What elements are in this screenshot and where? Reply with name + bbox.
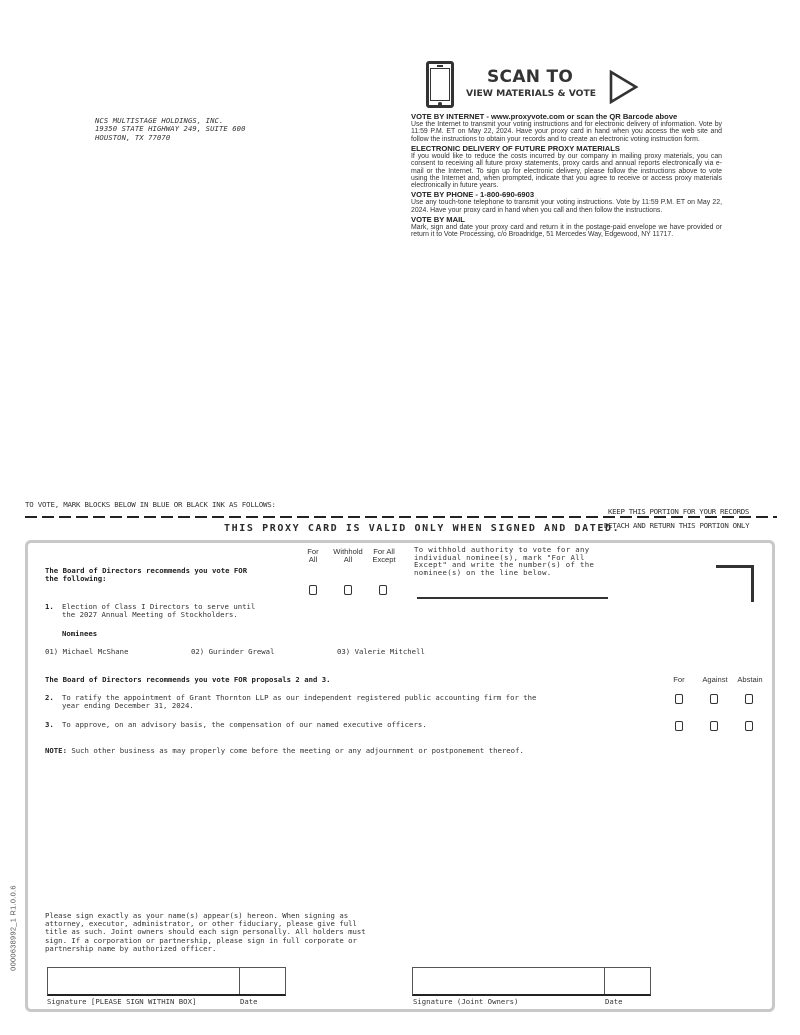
nominee-3: 03) Valerie Mitchell bbox=[337, 647, 425, 656]
registration-corner-mark bbox=[716, 565, 754, 602]
nominees-label: Nominees bbox=[62, 629, 98, 638]
checkbox-proposal-3-for[interactable] bbox=[675, 721, 683, 731]
proposal-3-text: To approve, on an advisory basis, the compensation of our named executive officers. bbox=[62, 720, 427, 729]
electronic-delivery-heading: ELECTRONIC DELIVERY OF FUTURE PROXY MATERIALS bbox=[411, 143, 620, 153]
detach-dashed-line bbox=[25, 516, 777, 518]
checkbox-proposal-2-against[interactable] bbox=[710, 694, 718, 704]
withhold-instructions: To withhold authority to vote for any individual nominee(s), mark "For All Except" and write the number(s) of the nominee(s) on the line below. bbox=[414, 545, 595, 577]
signature-box-joint[interactable] bbox=[412, 967, 651, 996]
directors-recommendation: The Board of Directors recommends you vote FOR bbox=[45, 566, 248, 575]
col-header-abstain: Abstain bbox=[737, 675, 763, 684]
internet-vote-text: Use the Internet to transmit your voting instructions and for electronic delivery of information. Vote by 11:59 P.M. ET on May 22, 2024. Have your proxy card in hand when you access the web site and follow the instructions to obtain your records and to create an electronic voting instruction form. bbox=[411, 121, 722, 143]
proposal-2-text: To ratify the appointment of Grant Thornton LLP as our independent registered public accounting firm for the year ending December 31, 2024. bbox=[62, 693, 537, 710]
mailing-address bbox=[95, 117, 246, 142]
nominee-exception-line[interactable] bbox=[417, 597, 608, 599]
proposal-3-number: 3. bbox=[45, 720, 54, 729]
checkbox-proposal-2-for[interactable] bbox=[675, 694, 683, 704]
nominee-2: 02) Gurinder Grewal bbox=[191, 647, 275, 656]
sign-instructions: Please sign exactly as your name(s) appear(s) hereon. When signing as attorney, executor, administrator, or other fiduciary, please give full title as such. Joint owners should each sign personally. All holders must sign. If a corporation or partnership, please sign in full corporate or partnership name by authorized officer. bbox=[45, 911, 366, 953]
note-text: Such other business as may properly come before the meeting or any adjournment or postponement thereof. bbox=[71, 746, 524, 755]
phone-vote-text: Use any touch-tone telephone to transmit your voting instructions. Vote by 11:59 P.M. ET on May 22, 2024. Have your proxy card in hand when you call and then follow the instructions. bbox=[411, 199, 722, 214]
checkbox-proposal-3-against[interactable] bbox=[710, 721, 718, 731]
note bbox=[45, 747, 524, 755]
date-label-joint: Date bbox=[605, 997, 623, 1006]
phone-icon bbox=[426, 61, 454, 108]
col-header-for-all-except: For All Except bbox=[372, 547, 396, 565]
col-header-against: Against bbox=[702, 675, 728, 684]
col-header-withhold-all: Withhold All bbox=[333, 547, 363, 565]
checkbox-for-all-except[interactable] bbox=[379, 585, 387, 595]
keep-portion-label: KEEP THIS PORTION FOR YOUR RECORDS bbox=[608, 507, 750, 516]
checkbox-for-all[interactable] bbox=[309, 585, 317, 595]
directors-recommendation-cont: the following: bbox=[45, 574, 107, 583]
col-header-for-all: For All bbox=[307, 547, 319, 565]
internet-vote-heading: VOTE BY INTERNET - www.proxyvote.com or scan the QR Barcode above bbox=[411, 112, 678, 121]
checkbox-proposal-2-abstain[interactable] bbox=[745, 694, 753, 704]
nominee-1: 01) Michael McShane bbox=[45, 647, 129, 656]
phone-vote-heading: VOTE BY PHONE - 1-800-690-6903 bbox=[411, 190, 535, 200]
mark-instruction: TO VOTE, MARK BLOCKS BELOW IN BLUE OR BLACK INK AS FOLLOWS: bbox=[25, 500, 276, 509]
scan-subtitle: VIEW MATERIALS & VOTE bbox=[466, 88, 597, 99]
address-line: 19350 STATE HIGHWAY 249, SUITE 600 bbox=[95, 124, 246, 134]
address-line: NCS MULTISTAGE HOLDINGS, INC. bbox=[95, 116, 224, 125]
signature-box-primary[interactable] bbox=[47, 967, 286, 996]
proposal-2-number: 2. bbox=[45, 693, 54, 702]
signature-label-joint: Signature (Joint Owners) bbox=[413, 997, 519, 1006]
detach-portion-label: DETACH AND RETURN THIS PORTION ONLY bbox=[604, 521, 750, 530]
document-code: 0000638992_1 R1.0.0.6 bbox=[8, 885, 18, 971]
proposals-recommendation: The Board of Directors recommends you vote FOR proposals 2 and 3. bbox=[45, 675, 331, 684]
checkbox-withhold-all[interactable] bbox=[344, 585, 352, 595]
mail-vote-text: Mark, sign and date your proxy card and return it in the postage-paid envelope we have provided or return it to Vote Processing, c/o Broadridge, 51 Mercedes Way, Edgewood, NY 11717. bbox=[411, 223, 722, 238]
col-header-for: For bbox=[673, 675, 685, 684]
scan-title: SCAN TO bbox=[487, 67, 574, 87]
date-divider bbox=[604, 968, 605, 994]
proposal-1-number: 1. bbox=[45, 602, 54, 611]
signature-label-primary: Signature [PLEASE SIGN WITHIN BOX] bbox=[47, 997, 197, 1006]
electronic-delivery-text: If you would like to reduce the costs incurred by our company in mailing proxy materials, you can consent to receiving all future proxy statements, proxy cards and annual reports electronically via e-mail or the Internet. To sign up for electronic delivery, please follow the instructions above to vote using the Internet and, when prompted, indicate that you agree to receive or access proxy materials electronically in future years. bbox=[411, 152, 722, 190]
proposal-1-text: Election of Class I Directors to serve until the 2027 Annual Meeting of Stockholders. bbox=[62, 602, 256, 619]
date-divider bbox=[239, 968, 240, 994]
play-triangle-icon bbox=[609, 70, 639, 104]
note-label: NOTE: bbox=[45, 746, 67, 755]
valid-notice: THIS PROXY CARD IS VALID ONLY WHEN SIGNED AND DATED. bbox=[224, 523, 621, 534]
checkbox-proposal-3-abstain[interactable] bbox=[745, 721, 753, 731]
address-line: HOUSTON, TX 77070 bbox=[95, 132, 171, 142]
date-label-primary: Date bbox=[240, 997, 258, 1006]
mail-vote-heading: VOTE BY MAIL bbox=[411, 214, 465, 224]
voting-instructions bbox=[411, 112, 722, 239]
